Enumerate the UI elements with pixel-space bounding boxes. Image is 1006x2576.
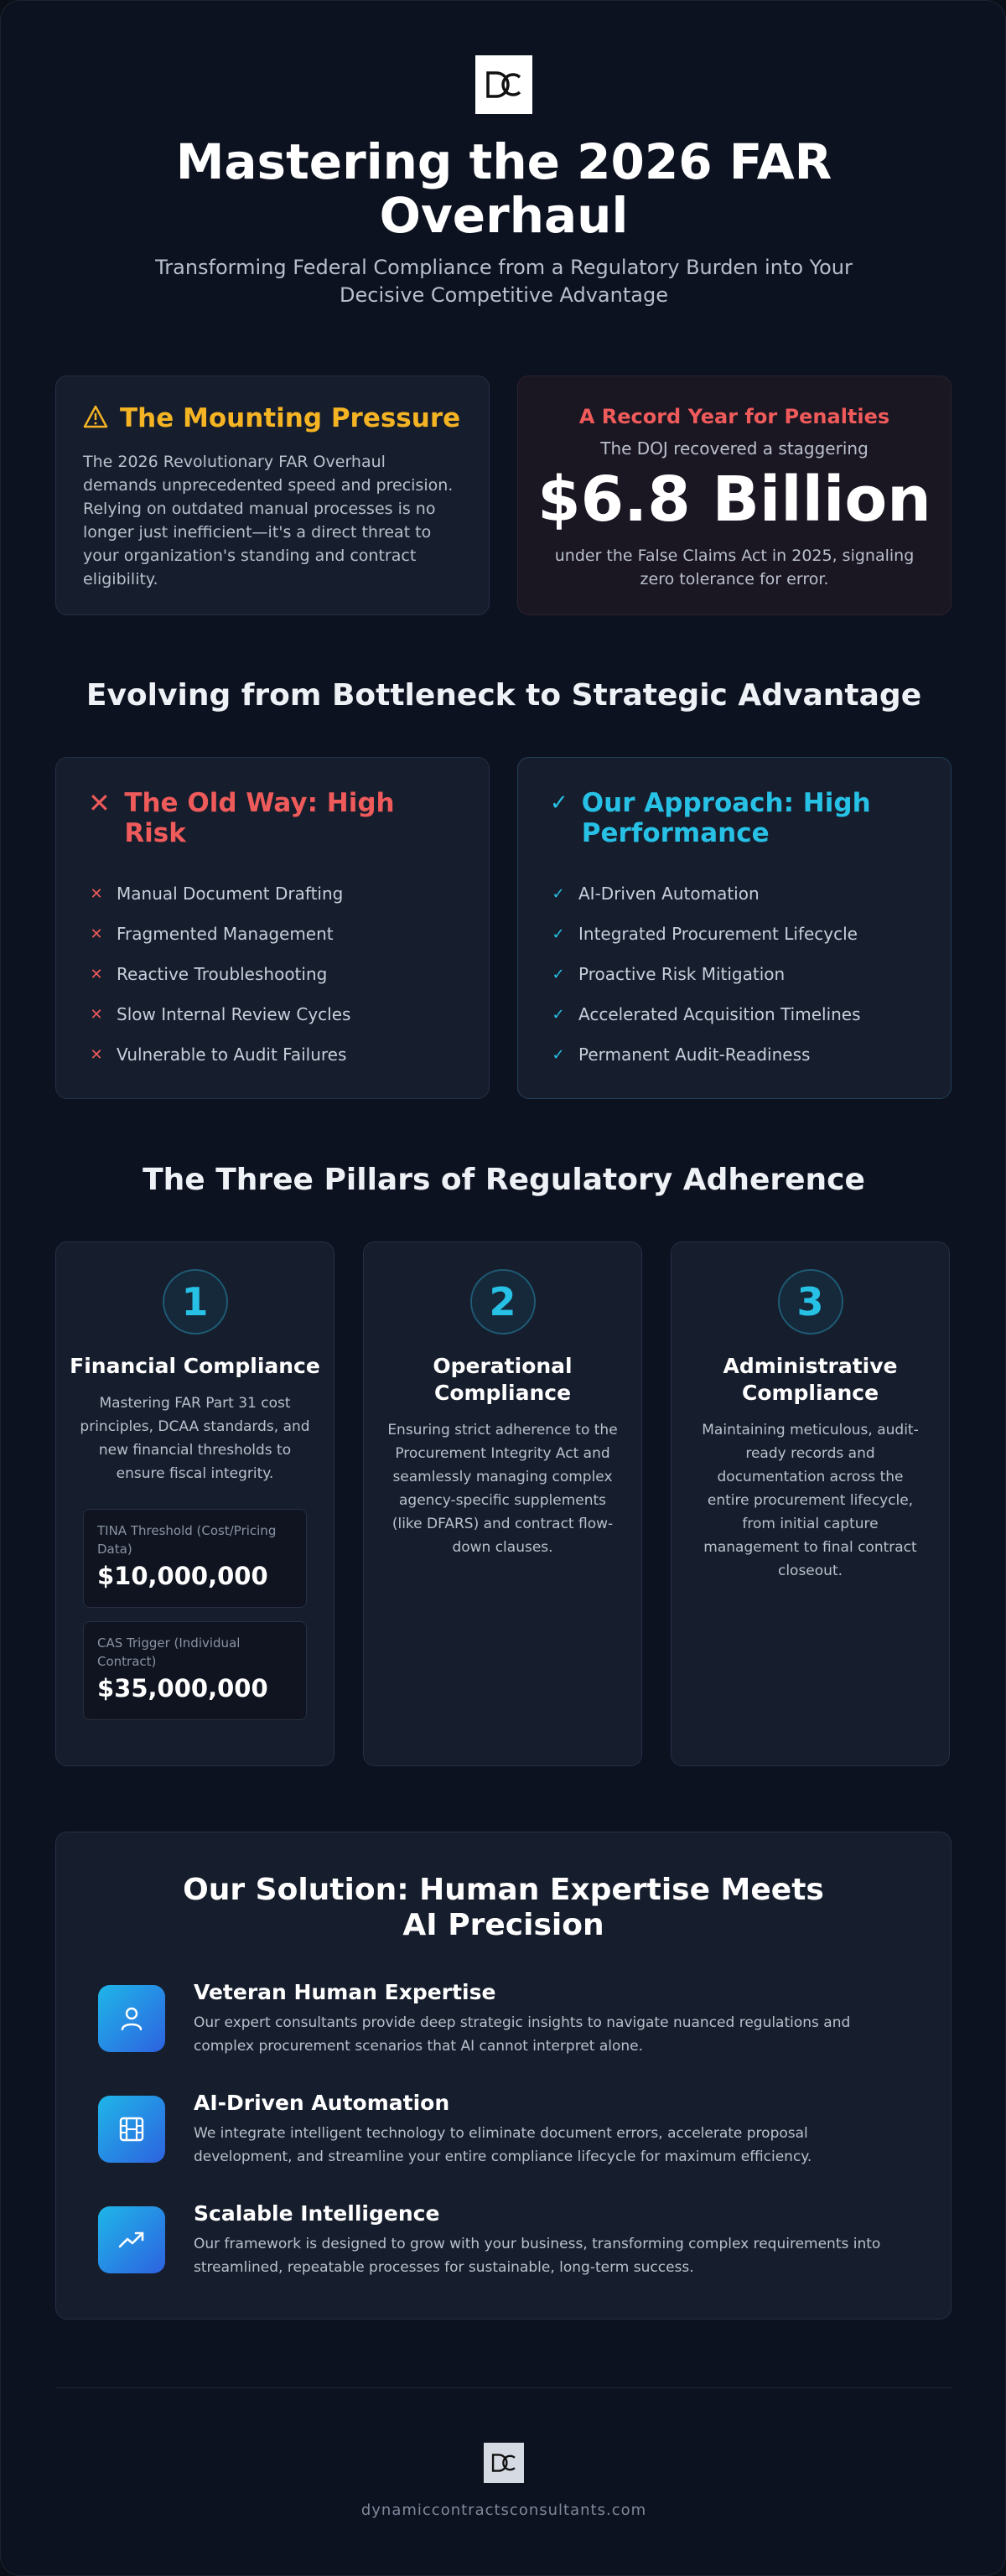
check-icon: ✓ [552,925,565,943]
cross-icon: ✕ [90,1005,103,1024]
footer-logo [484,2443,524,2483]
evolution-title: Evolving from Bottleneck to Strategic Advantage [86,678,922,713]
penalty-title: A Record Year for Penalties [578,405,890,428]
old-way-title: The Old Way: High Risk [124,788,395,848]
penalty-amount: $6.8 Billion [537,464,931,536]
check-icon: ✓ [552,884,565,903]
check-icon: ✓ [552,965,565,983]
threshold-value: $10,000,000 [97,1562,268,1590]
pillar-title: Financial Compliance [70,1354,320,1378]
footer-divider [55,2387,952,2388]
check-icon: ✓ [552,1045,565,1064]
solution-card [55,1832,952,2319]
list-item-label: Reactive Troubleshooting [117,964,328,984]
pillar-number: 1 [163,1269,228,1335]
list-item-label: Manual Document Drafting [117,884,344,904]
pillar-financial [55,1241,334,1766]
film-grid-icon [98,2096,165,2163]
pillar-text: Ensuring strict adherence to the Procurement Integrity Act and seamlessly managing complex agency-specific supplements (like DFARS) and contract flow-down clauses. [387,1422,618,1556]
list-item [88,994,457,1034]
pillar-title: Operational Compliance [433,1354,573,1405]
list-item-label: Permanent Audit-Readiness [578,1044,811,1065]
logo [475,55,532,114]
feature-title: Veteran Human Expertise [194,1980,496,2004]
list-item-label: AI-Driven Automation [578,884,760,904]
list-item [88,873,457,914]
page-title: Mastering the 2026 FAR Overhaul [175,133,832,244]
cross-icon: ✕ [90,965,103,983]
pillar-title: Administrative Compliance [723,1354,898,1405]
warning-triangle-icon [83,405,108,432]
cross-icon: ✕ [90,884,103,903]
list-item [550,994,919,1034]
list-item [550,873,919,914]
feature-human-expertise [98,1980,903,2058]
trending-up-icon [98,2206,165,2273]
cross-icon: ✕ [90,1045,103,1064]
list-item [550,914,919,954]
list-item [88,1034,457,1075]
footer-url-link[interactable]: dynamiccontractsconsultants.com [360,2501,647,2519]
feature-scalable-intelligence [98,2201,903,2279]
tina-threshold-box [83,1509,307,1608]
new-way-card [517,757,952,1099]
penalty-lead: The DOJ recovered a staggering [600,438,869,459]
pillar-administrative [671,1241,950,1766]
pillar-text: Mastering FAR Part 31 cost principles, DCAA standards, and new financial thresholds to ensure fiscal integrity. [80,1395,310,1482]
cross-icon: ✕ [88,787,111,819]
list-item-label: Vulnerable to Audit Failures [117,1044,347,1065]
person-icon [98,1985,165,2052]
threshold-label: TINA Threshold (Cost/Pricing Data) [97,1523,277,1557]
list-item-label: Slow Internal Review Cycles [117,1004,351,1024]
new-way-title: Our Approach: High Performance [581,788,871,848]
threshold-label: CAS Trigger (Individual Contract) [97,1635,241,1669]
list-item-label: Integrated Procurement Lifecycle [578,924,858,944]
penalty-card [517,376,952,615]
list-item [550,954,919,994]
pillar-number: 3 [778,1269,843,1335]
feature-text: Our expert consultants provide deep strategic insights to navigate nuanced regulations and complex procurement scenarios that AI cannot interpret alone. [194,2014,851,2055]
old-way-list [88,873,457,1075]
list-item [88,914,457,954]
check-icon: ✓ [552,1005,565,1024]
list-item-label: Fragmented Management [117,924,334,944]
new-way-list [550,873,919,1075]
pillar-operational [363,1241,642,1766]
threshold-value: $35,000,000 [97,1674,268,1703]
pillar-number: 2 [470,1269,536,1335]
list-item-label: Accelerated Acquisition Timelines [578,1004,861,1024]
penalty-tail: under the False Claims Act in 2025, signaling zero tolerance for error. [554,547,915,588]
check-icon: ✓ [550,790,568,816]
feature-text: We integrate intelligent technology to eliminate document errors, accelerate proposal development, and streamline your entire compliance lifecycle for maximum efficiency. [194,2125,812,2165]
feature-ai-automation [98,2091,903,2169]
feature-title: Scalable Intelligence [194,2201,440,2226]
list-item-label: Proactive Risk Mitigation [578,964,786,984]
solution-title: Our Solution: Human Expertise Meets AI Precision [183,1873,824,1942]
pillar-text: Maintaining meticulous, audit-ready records and documentation across the entire procurement lifecycle, from initial capture management to final contract closeout. [702,1422,919,1579]
list-item [88,954,457,994]
feature-text: Our framework is designed to grow with your business, transforming complex requirements into streamlined, repeatable processes for sustainable, long-term success. [194,2236,881,2276]
pressure-title: The Mounting Pressure [120,403,461,433]
cross-icon: ✕ [90,925,103,943]
feature-title: AI-Driven Automation [194,2091,450,2115]
mounting-pressure-card [55,376,490,615]
cas-trigger-box [83,1621,307,1720]
old-way-card [55,757,490,1099]
page-subtitle: Transforming Federal Compliance from a Regulatory Burden into Your Decisive Competitive Advantage [155,256,853,307]
pressure-text: The 2026 Revolutionary FAR Overhaul demands unprecedented speed and precision. Relying on outdated manual processes is no longer just inefficient—it's a direct threat to your organization's standing and contract eligibility. [83,453,454,588]
pillars-title: The Three Pillars of Regulatory Adherence [143,1163,865,1197]
list-item [550,1034,919,1075]
